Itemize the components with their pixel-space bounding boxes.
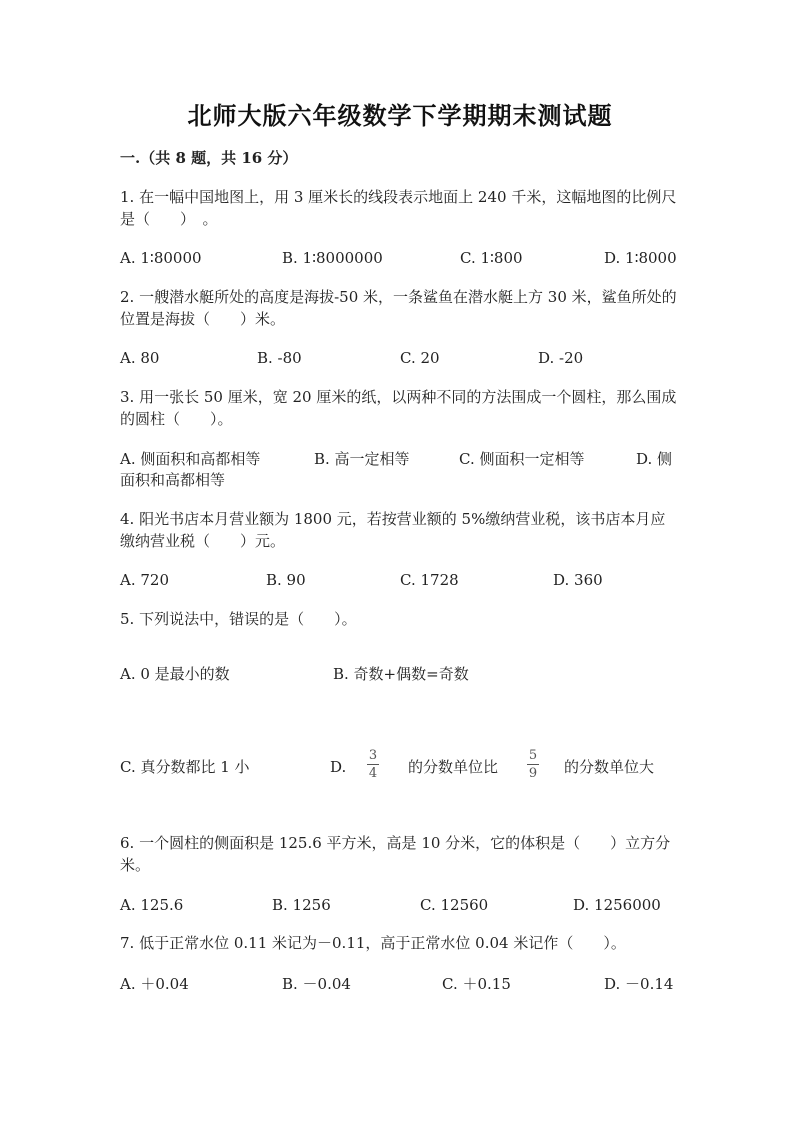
fraction-denominator: 9 [528, 766, 538, 781]
q3-option-c[interactable]: C. 侧面积一定相等 [459, 450, 585, 468]
section-heading: 一.（共 8 题，共 16 分） [120, 149, 298, 167]
q1-option-d[interactable]: D. 1∶8000 [604, 249, 677, 267]
q5-option-d-middle: 的分数单位比 [408, 758, 499, 776]
q3-option-d-continued[interactable]: 面积和高都相等 [120, 471, 226, 489]
q4-option-b[interactable]: B. 90 [266, 571, 306, 589]
question-2-text: 2. 一艘潜水艇所处的高度是海拔-50 米，一条鲨鱼在潜水艇上方 30 米，鲨鱼所处的位置是海拔（ ）米。 [120, 288, 677, 328]
question-5-text: 5. 下列说法中，错误的是（ ）。 [120, 610, 357, 628]
question-7-text: 7. 低于正常水位 0.11 米记为－0.11，高于正常水位 0.04 米记作（ ）。 [120, 934, 626, 952]
page-title: 北师大版六年级数学下学期期末测试题 [187, 101, 613, 130]
q5-option-c[interactable]: C. 真分数都比 1 小 [120, 758, 250, 776]
q4-option-d[interactable]: D. 360 [553, 571, 603, 589]
q1-option-a[interactable]: A. 1∶80000 [120, 249, 202, 267]
fraction-bar [527, 764, 539, 765]
q6-option-a[interactable]: A. 125.6 [120, 896, 184, 914]
q4-option-a[interactable]: A. 720 [120, 571, 169, 589]
q2-option-b[interactable]: B. -80 [257, 349, 302, 367]
q2-option-c[interactable]: C. 20 [400, 349, 440, 367]
q6-option-c[interactable]: C. 12560 [420, 896, 489, 914]
q5-option-d[interactable]: D. [330, 758, 347, 776]
q6-option-b[interactable]: B. 1256 [272, 896, 331, 914]
q3-option-d[interactable]: D. 侧 [636, 450, 673, 468]
q4-option-c[interactable]: C. 1728 [400, 571, 459, 589]
q7-option-d[interactable]: D. －0.14 [604, 975, 674, 993]
q2-option-a[interactable]: A. 80 [120, 349, 160, 367]
question-1-text: 1. 在一幅中国地图上，用 3 厘米长的线段表示地面上 240 千米，这幅地图的比例尺是（ ） 。 [120, 188, 677, 228]
q5-option-b[interactable]: B. 奇数+偶数=奇数 [333, 665, 469, 683]
q1-option-b[interactable]: B. 1∶8000000 [282, 249, 383, 267]
q2-option-d[interactable]: D. -20 [538, 349, 584, 367]
fraction-numerator: 5 [528, 748, 538, 763]
q1-option-c[interactable]: C. 1∶800 [460, 249, 523, 267]
question-4-text: 4. 阳光书店本月营业额为 1800 元，若按营业额的 5%缴纳营业税，该书店本月应缴纳营业税（ ）元。 [120, 510, 666, 550]
fraction-five-ninths [526, 748, 540, 781]
q3-option-b[interactable]: B. 高一定相等 [314, 450, 410, 468]
question-6-text: 6. 一个圆柱的侧面积是 125.6 平方米，高是 10 分米，它的体积是（ ）立方分米。 [120, 834, 671, 874]
question-3-text: 3. 用一张长 50 厘米，宽 20 厘米的纸，以两种不同的方法围成一个圆柱，那么围成的圆柱（ ）。 [120, 388, 677, 428]
q7-option-a[interactable]: A. ＋0.04 [120, 975, 189, 993]
q5-option-d-end: 的分数单位大 [564, 758, 655, 776]
fraction-numerator: 3 [368, 748, 378, 763]
q3-option-a[interactable]: A. 侧面积和高都相等 [120, 450, 261, 468]
fraction-three-quarters [366, 748, 380, 781]
q7-option-b[interactable]: B. －0.04 [282, 975, 351, 993]
q7-option-c[interactable]: C. ＋0.15 [442, 975, 511, 993]
fraction-denominator: 4 [368, 766, 378, 781]
q5-option-a[interactable]: A. 0 是最小的数 [120, 665, 230, 683]
q6-option-d[interactable]: D. 1256000 [573, 896, 661, 914]
fraction-bar [367, 764, 379, 765]
